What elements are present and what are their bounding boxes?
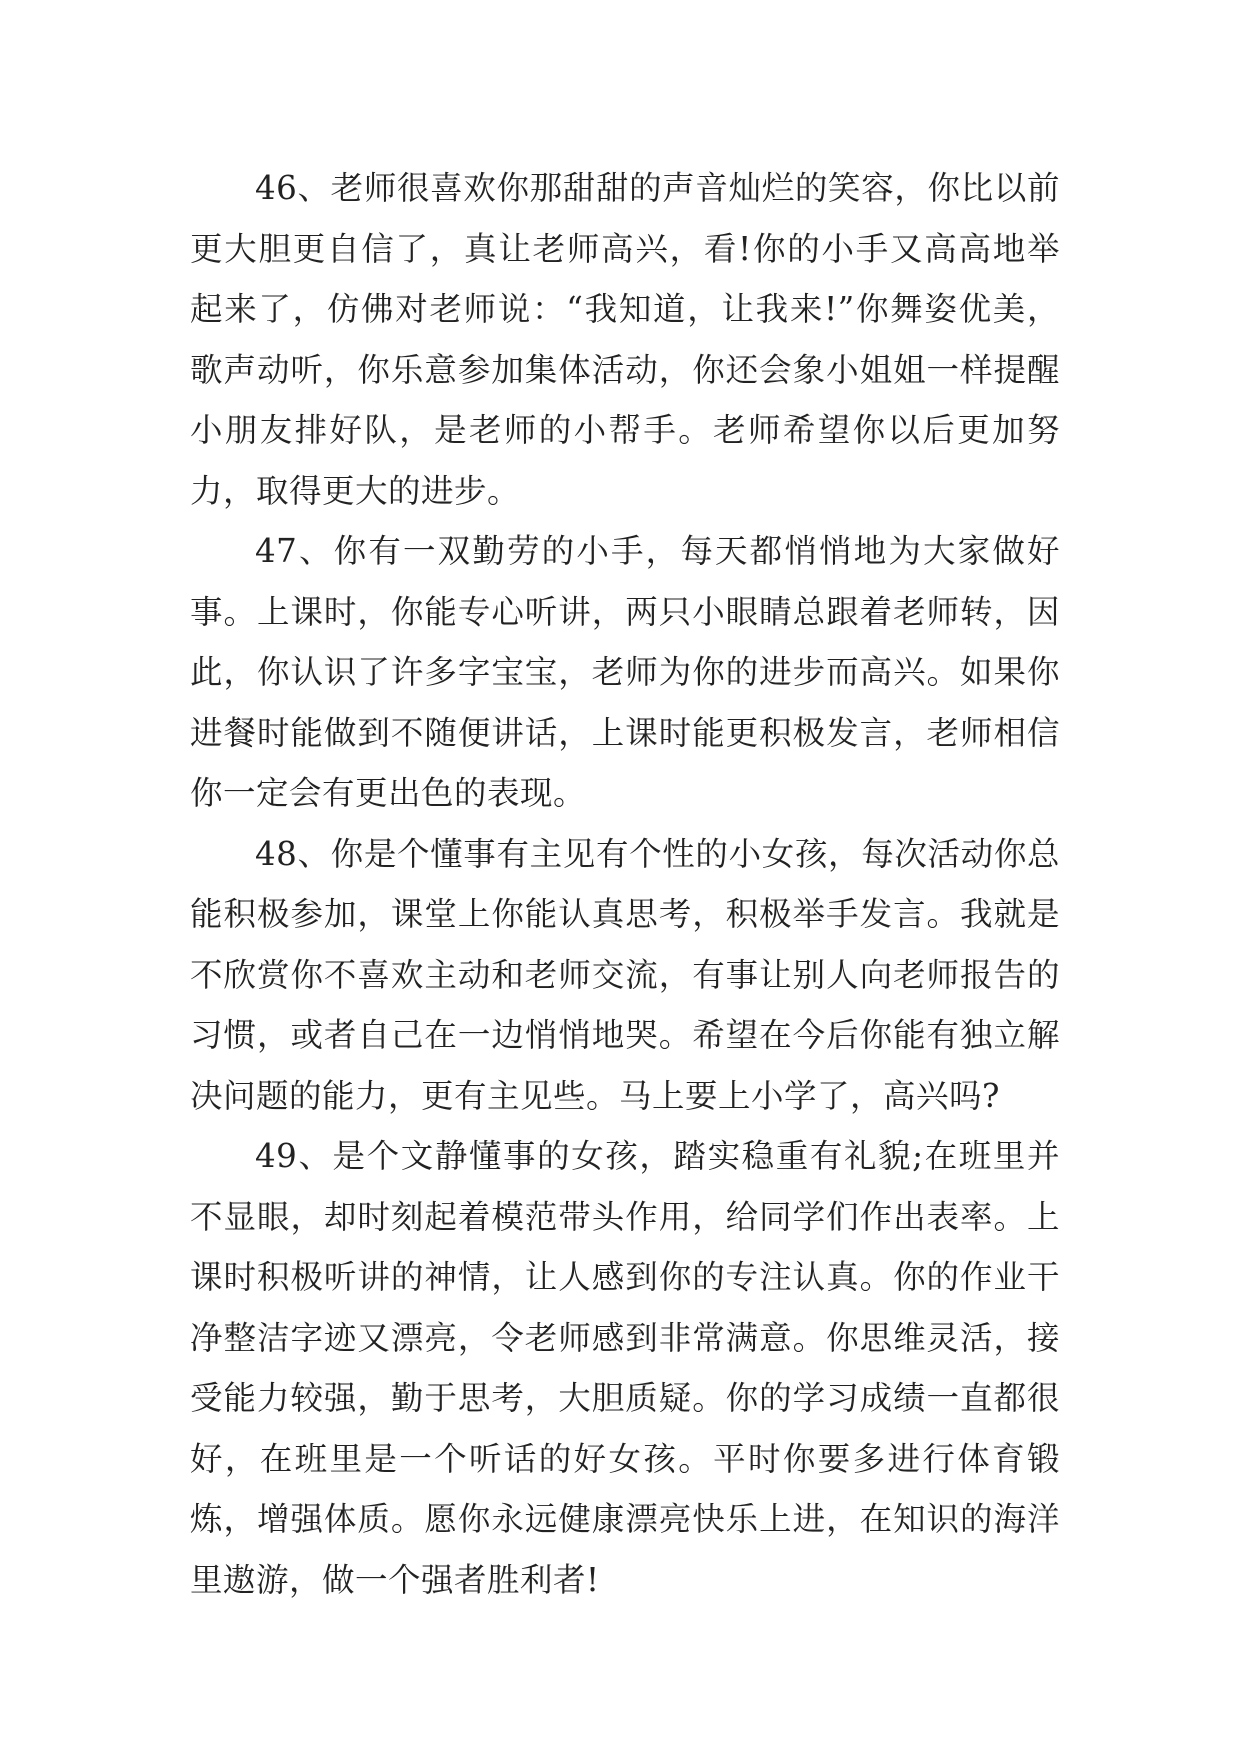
- paragraph-47: 47、你有一双勤劳的小手，每天都悄悄地为大家做好事。上课时，你能专心听讲，两只小眼睛总跟着老师转，因此，你认识了许多字宝宝，老师为你的进步而高兴。如果你进餐时能做到不随便讲话，上课时能更积极发言，老师相信你一定会有更出色的表现。: [190, 532, 1060, 812]
- paragraph-49: 49、是个文静懂事的女孩，踏实稳重有礼貌;在班里并不显眼，却时刻起着模范带头作用，给同学们作出表率。上课时积极听讲的神情，让人感到你的专注认真。你的作业干净整洁字迹又漂亮，令老师感到非常满意。你思维灵活，接受能力较强，勤于思考，大胆质疑。你的学习成绩一直都很好，在班里是一个听话的好女孩。平时你要多进行体育锻炼，增强体质。愿你永远健康漂亮快乐上进，在知识的海洋里遨游，做一个强者胜利者!: [190, 1137, 1060, 1599]
- paragraph-48: 48、你是个懂事有主见有个性的小女孩，每次活动你总能积极参加，课堂上你能认真思考，积极举手发言。我就是不欣赏你不喜欢主动和老师交流，有事让别人向老师报告的习惯，或者自己在一边悄悄地哭。希望在今后你能有独立解决问题的能力，更有主见些。马上要上小学了，高兴吗?: [190, 834, 1060, 1115]
- paragraph-46: 46、老师很喜欢你那甜甜的声音灿烂的笑容，你比以前更大胆更自信了，真让老师高兴，看!你的小手又高高地举起来了，仿佛对老师说：“我知道，让我来!”你舞姿优美，歌声动听，你乐意参加集体活动，你还会象小姐姐一样提醒小朋友排好队，是老师的小帮手。老师希望你以后更加努力，取得更大的进步。: [190, 169, 1060, 510]
- document-body: [190, 158, 1060, 1610]
